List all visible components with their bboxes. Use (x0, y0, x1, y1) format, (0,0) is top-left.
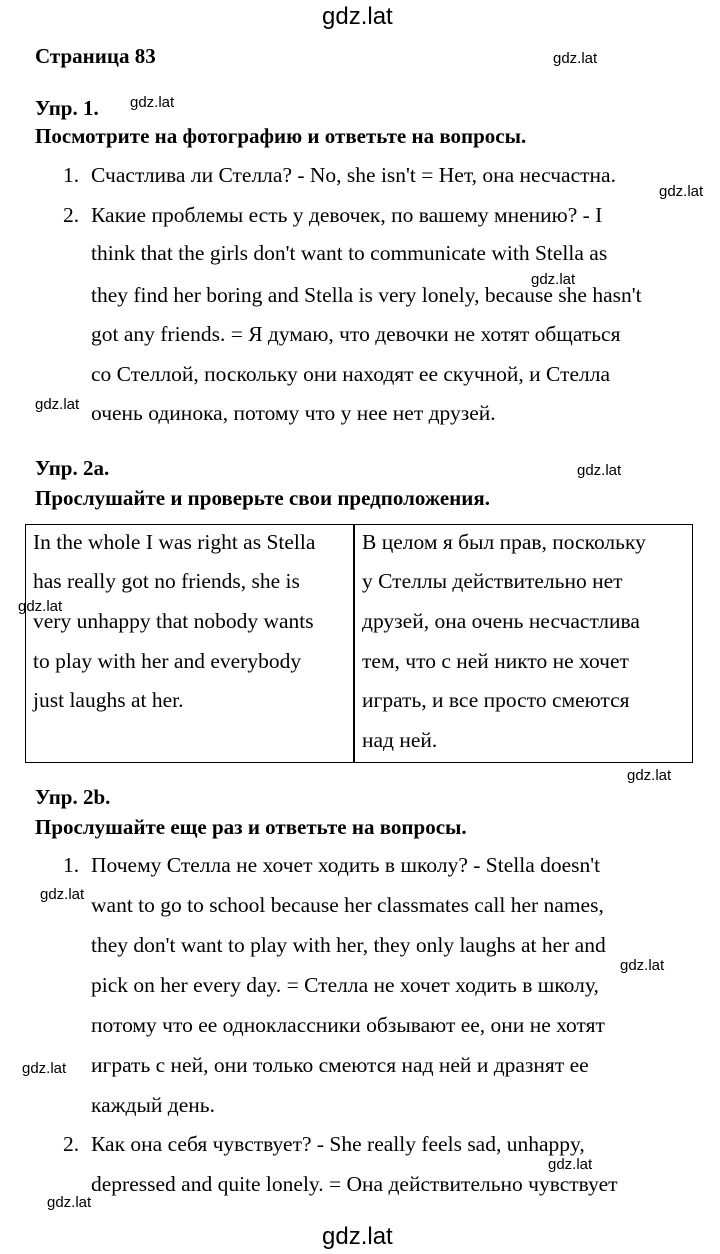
list-item-line: потому что ее одноклассники обзывают ее, они не хотят (91, 1013, 605, 1037)
list-item-number: 1. (63, 853, 80, 877)
watermark-top: gdz.lat (322, 3, 393, 30)
table-cell-right: у Стеллы действительно нет (362, 569, 623, 593)
table-cell-left: has really got no friends, she is (33, 569, 300, 593)
list-item-line: they find her boring and Stella is very lonely, because she hasn't (91, 283, 642, 307)
watermark: gdz.lat (47, 1194, 92, 1211)
exercise-2b-instruction: Прослушайте еще раз и ответьте на вопросы. (35, 815, 467, 839)
watermark: gdz.lat (620, 957, 665, 974)
table-divider (353, 524, 355, 763)
table-cell-right: друзей, она очень несчастлива (362, 609, 640, 633)
list-item-number: 2. (63, 1132, 80, 1156)
watermark: gdz.lat (531, 271, 576, 288)
watermark-bottom: gdz.lat (322, 1223, 393, 1250)
list-item-line: want to go to school because her classmates call her names, (91, 893, 604, 917)
exercise-2b-label: Упр. 2b. (35, 785, 111, 809)
list-item-number: 1. (63, 163, 80, 187)
table-cell-right: над ней. (362, 728, 438, 752)
list-item-line: think that the girls don't want to communicate with Stella as (91, 241, 608, 265)
watermark: gdz.lat (553, 50, 598, 67)
list-item-line: очень одинока, потому что у нее нет друзей. (91, 401, 496, 425)
watermark: gdz.lat (35, 396, 80, 413)
watermark: gdz.lat (40, 886, 85, 903)
page-title: Страница 83 (35, 44, 156, 68)
list-item-number: 2. (63, 203, 80, 227)
list-item-line: Какие проблемы есть у девочек, по вашему мнению? - I (91, 203, 603, 227)
watermark: gdz.lat (18, 598, 63, 615)
exercise-2a-label: Упр. 2а. (35, 456, 110, 480)
exercise-1-instruction: Посмотрите на фотографию и ответьте на вопросы. (35, 124, 527, 148)
list-item-line: they don't want to play with her, they only laughs at her and (91, 933, 606, 957)
exercise-1-label: Упр. 1. (35, 96, 99, 120)
list-item-line: каждый день. (91, 1093, 215, 1117)
list-item-line: со Стеллой, поскольку они находят ее скучной, и Стелла (91, 362, 611, 386)
table-cell-left: to play with her and everybody (33, 649, 302, 673)
table-cell-left: just laughs at her. (33, 688, 184, 712)
table-cell-left: In the whole I was right as Stella (33, 530, 316, 554)
watermark: gdz.lat (659, 183, 704, 200)
watermark: gdz.lat (130, 94, 175, 111)
list-item-line: Почему Стелла не хочет ходить в школу? - Stella doesn't (91, 853, 601, 877)
watermark: gdz.lat (548, 1156, 593, 1173)
list-item-line: играть с ней, они только смеются над ней и дразнят ее (91, 1053, 589, 1077)
watermark: gdz.lat (627, 767, 672, 784)
list-item-line: got any friends. = Я думаю, что девочки не хотят общаться (91, 322, 621, 346)
table-cell-right: играть, и все просто смеются (362, 688, 630, 712)
watermark: gdz.lat (22, 1060, 67, 1077)
list-item-line: Как она себя чувствует? - She really feels sad, unhappy, (91, 1132, 585, 1156)
list-item-line: depressed and quite lonely. = Она действительно чувствует (91, 1172, 618, 1196)
list-item-line: Счастлива ли Стелла? - No, she isn't = Нет, она несчастна. (91, 163, 616, 187)
watermark: gdz.lat (577, 462, 622, 479)
exercise-2a-instruction: Прослушайте и проверьте свои предположения. (35, 486, 490, 510)
table-cell-right: тем, что с ней никто не хочет (362, 649, 629, 673)
table-cell-left: very unhappy that nobody wants (33, 609, 314, 633)
list-item-line: pick on her every day. = Стелла не хочет ходить в школу, (91, 973, 599, 997)
answer-table (25, 524, 693, 763)
table-cell-right: В целом я был прав, поскольку (362, 530, 646, 554)
